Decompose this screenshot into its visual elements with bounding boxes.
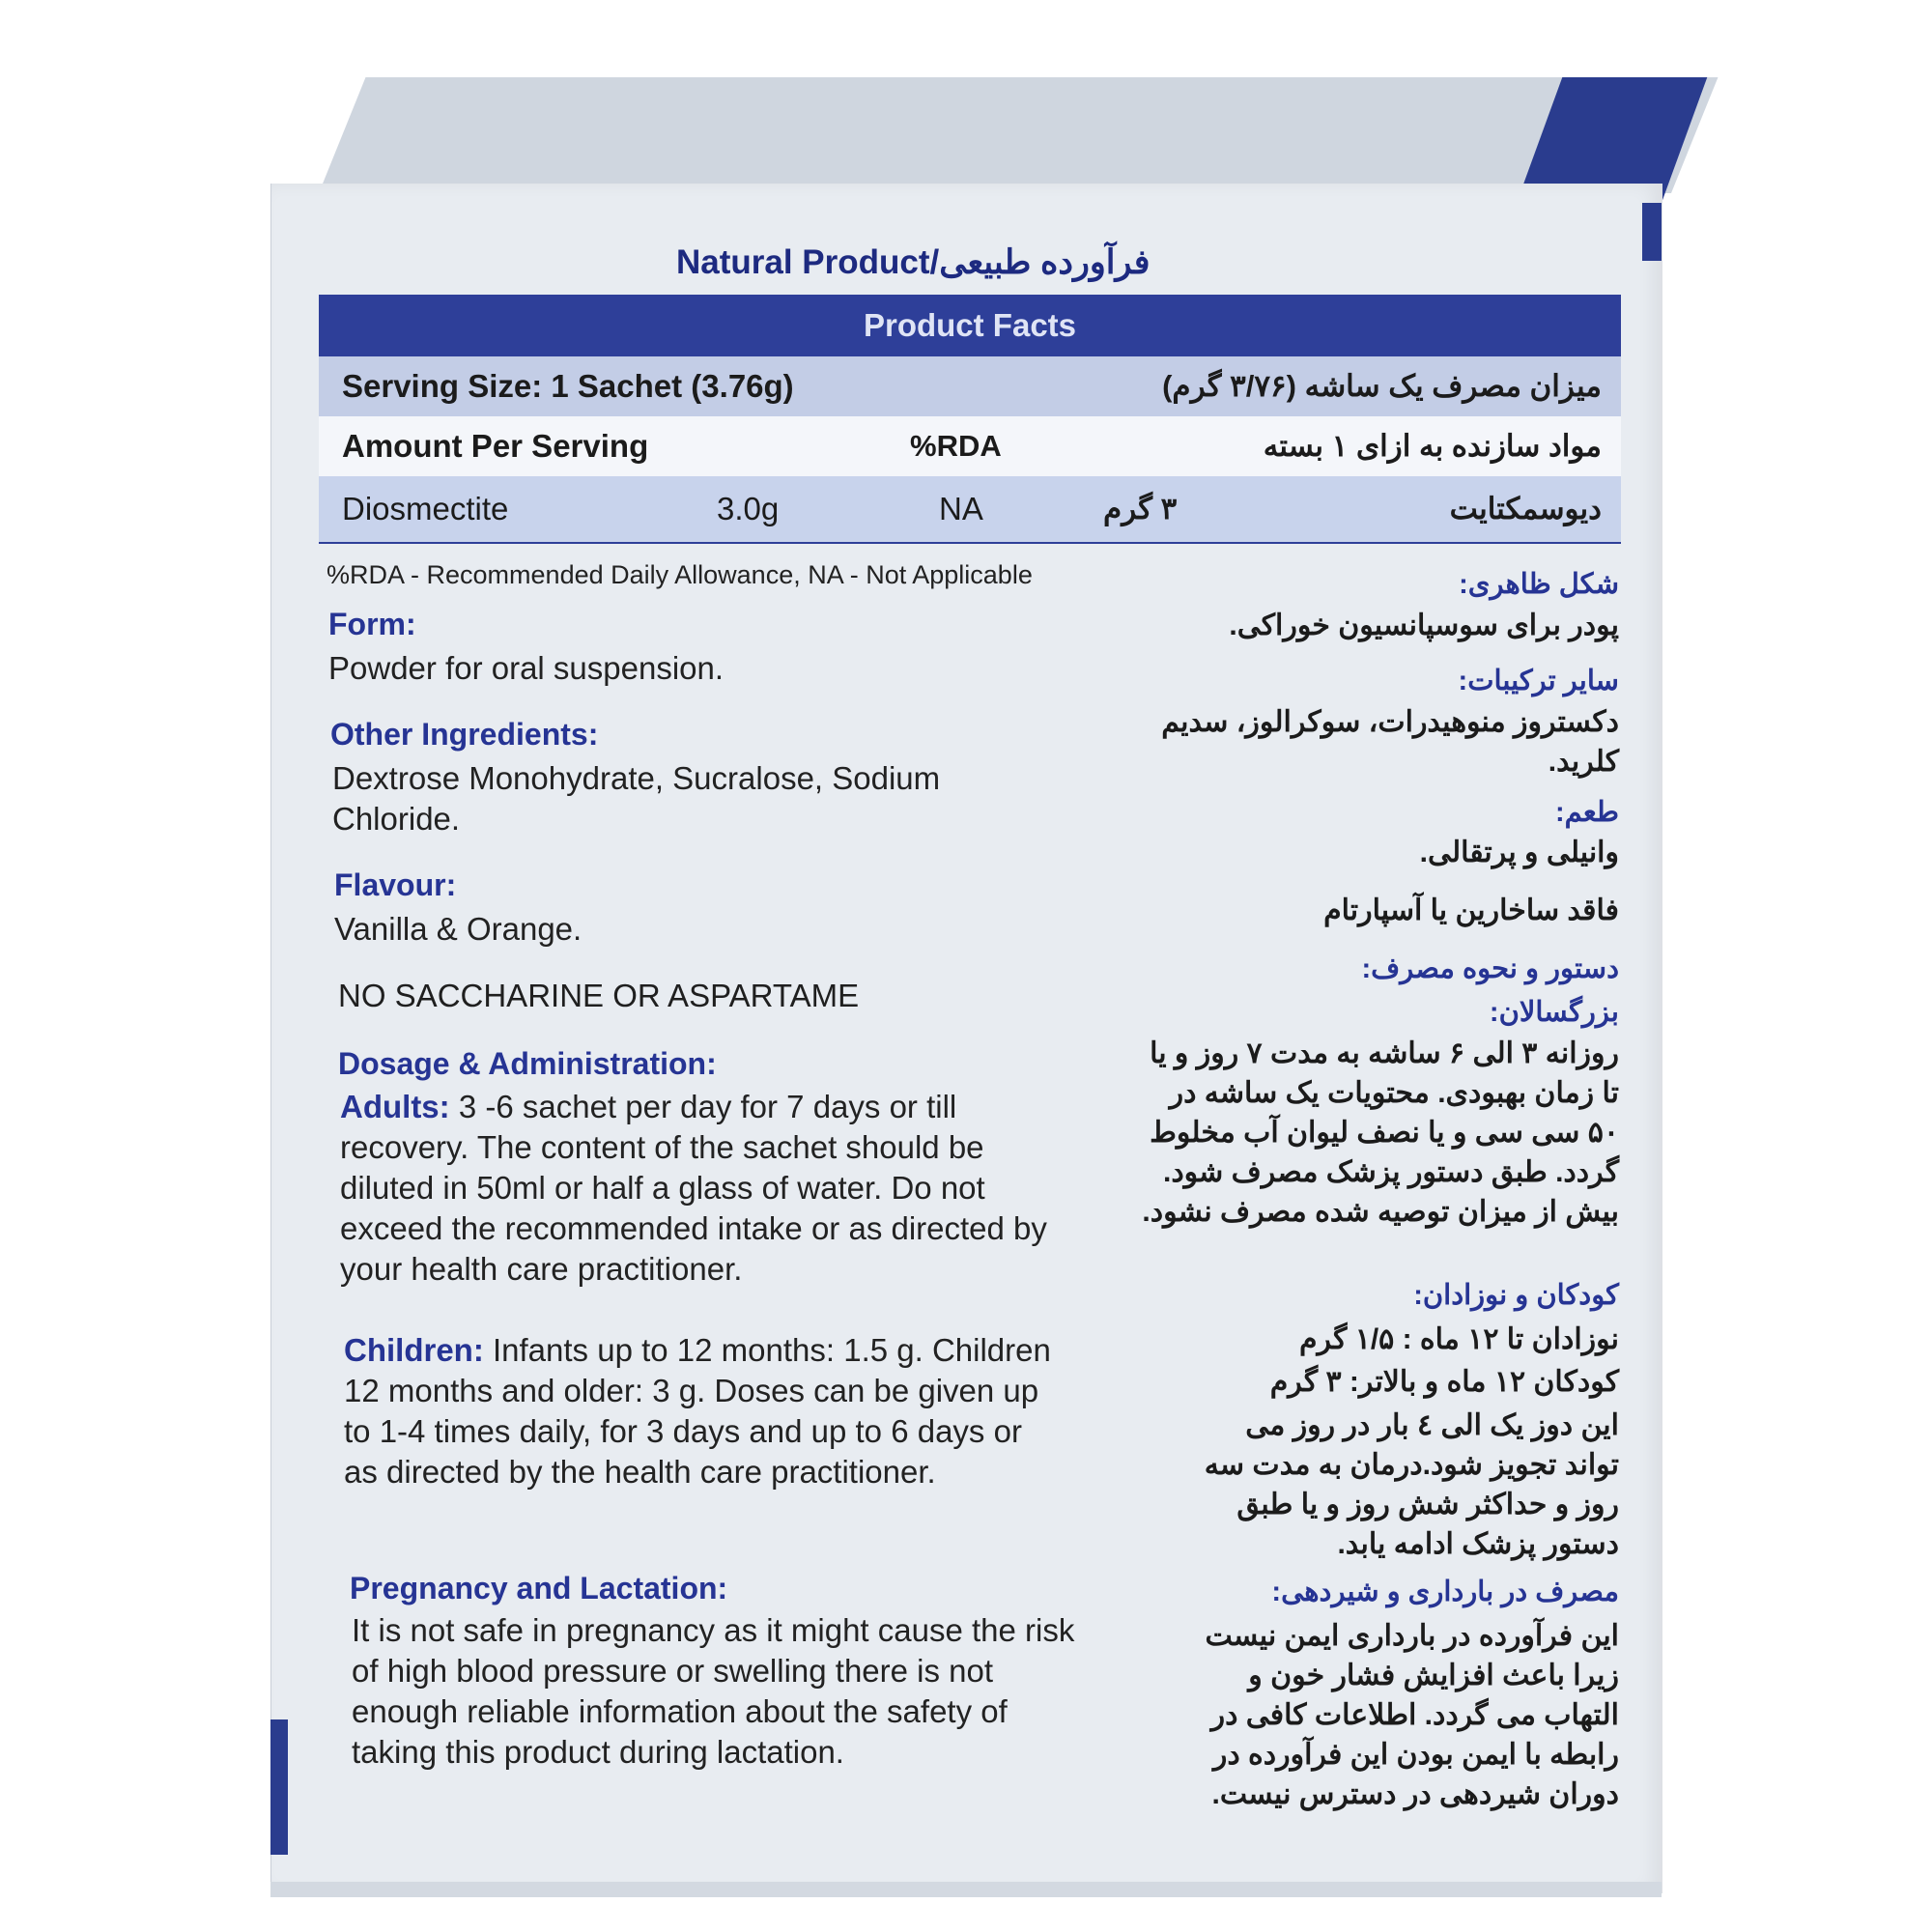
ingredient-name-fa: دیوسمکتایت xyxy=(1449,492,1602,526)
other-ingredients-heading-fa: سایر ترکیبات: xyxy=(1458,666,1619,696)
serving-size-row xyxy=(319,356,1621,416)
ingredient-amount: 3.0g xyxy=(717,491,780,526)
flavour-heading: Flavour: xyxy=(334,867,457,902)
dosage-heading: Dosage & Administration: xyxy=(338,1046,717,1081)
no-sweetener-text: NO SACCHARINE OR ASPARTAME xyxy=(338,978,860,1013)
ingredient-name: Diosmectite xyxy=(342,491,509,526)
ingredient-rda: NA xyxy=(939,491,983,526)
form-heading: Form: xyxy=(328,607,416,641)
other-ingredients-heading: Other Ingredients: xyxy=(330,717,599,752)
children-text: Infants up to 12 months: 1.5 g. Children 12 months and older: 3 g. Doses can be given up to 1-4 times daily, for 3 days and up to 6 days or as directed by the health care practitioner. xyxy=(344,1332,1051,1490)
serving-size-en: Serving Size: 1 Sachet (3.76g) xyxy=(342,368,794,404)
children-line2-fa: کودکان ۱۲ ماه و بالاتر: ۳ گرم xyxy=(1269,1366,1619,1398)
form-text: Powder for oral suspension. xyxy=(328,650,724,686)
pregnancy-text: It is not safe in pregnancy as it might cause the risk of high blood pressure or swelling there is not enough reliable information about the safety of taking this product during lactation. xyxy=(352,1612,1075,1770)
product-facts-heading: Product Facts xyxy=(319,295,1621,356)
rda-label: %RDA xyxy=(910,429,1002,463)
form-heading-fa: شکل ظاهری: xyxy=(1459,569,1619,600)
box-bottom-edge xyxy=(270,1882,1662,1897)
children-paragraph xyxy=(344,1330,1054,1492)
rda-footnote: %RDA - Recommended Daily Allowance, NA - Not Applicable xyxy=(327,560,1033,589)
form-text-fa: پودر برای سوسپانسیون خوراکی. xyxy=(1229,610,1619,641)
box-right-accent xyxy=(1642,203,1662,261)
children-text-fa: این دوز یک الی ٤ بار در روز می تواند تجویز شود.درمان به مدت سه روز و حداکثر شش روز و یا طبق دستور پزشک ادامه یابد. xyxy=(1204,1409,1619,1560)
pregnancy-heading-fa: مصرف در بارداری و شیردهی: xyxy=(1271,1577,1619,1607)
no-sweetener-text-fa: فاقد ساخارین یا آسپارتام xyxy=(1323,895,1619,926)
adults-text-fa: روزانه ۳ الی ۶ ساشه به مدت ۷ روز و یا تا زمان بهبودی. محتویات یک ساشه در ۵۰ سی سی و یا نصف لیوان آب مخلوط گردد. طبق دستور پزشک مصرف شود. بیش از میزان توصیه شده مصرف نشود. xyxy=(1142,1037,1619,1228)
box-lid xyxy=(319,77,1718,193)
adults-heading-fa: بزرگسالان: xyxy=(1489,997,1619,1028)
product-title: Natural Product/فرآورده طبیعی xyxy=(676,243,1151,281)
box-left-accent xyxy=(270,1719,288,1855)
flavour-heading-fa: طعم: xyxy=(1554,797,1619,828)
amount-per-serving-row xyxy=(319,416,1621,476)
children-label: Children: xyxy=(344,1332,484,1368)
flavour-text: Vanilla & Orange. xyxy=(334,911,582,947)
ingredient-row xyxy=(319,476,1621,544)
dosage-heading-fa: دستور و نحوه مصرف: xyxy=(1361,953,1619,984)
serving-size-fa: میزان مصرف یک ساشه (۳/۷۶ گرم) xyxy=(1162,369,1602,403)
ingredient-amount-fa: ۳ گرم xyxy=(1103,492,1178,526)
product-facts-table xyxy=(319,295,1621,544)
amount-per-serving-en: Amount Per Serving xyxy=(342,428,649,464)
pregnancy-heading: Pregnancy and Lactation: xyxy=(350,1571,728,1605)
flavour-text-fa: وانیلی و پرتقالی. xyxy=(1419,837,1619,868)
children-heading-fa: کودکان و نوزادان: xyxy=(1413,1280,1619,1311)
children-line1-fa: نوزادان تا ۱۲ ماه : ۱/۵ گرم xyxy=(1298,1323,1619,1355)
adults-paragraph xyxy=(340,1087,1079,1290)
amount-per-serving-fa: مواد سازنده به ازای ۱ بسته xyxy=(1263,429,1602,463)
other-ingredients-text: Dextrose Monohydrate, Sucralose, Sodium Chloride. xyxy=(332,760,941,837)
adults-label: Adults: xyxy=(340,1089,450,1124)
adults-text: 3 -6 sachet per day for 7 days or till recovery. The content of the sachet should be diluted in 50ml or half a glass of water. Do not exceed the recommended intake or as directed by your health care practitioner. xyxy=(340,1089,1047,1287)
other-ingredients-text-fa: دکستروز منوهیدرات، سوکرالوز، سدیم کلرید. xyxy=(1161,706,1619,778)
pregnancy-text-fa: این فرآورده در بارداری ایمن نیست زیرا باعث افزایش فشار خون و التهاب می گردد. اطلاعات کافی در رابطه با ایمن بودن این فرآورده در دوران شیردهی در دسترس نیست. xyxy=(1205,1620,1619,1810)
